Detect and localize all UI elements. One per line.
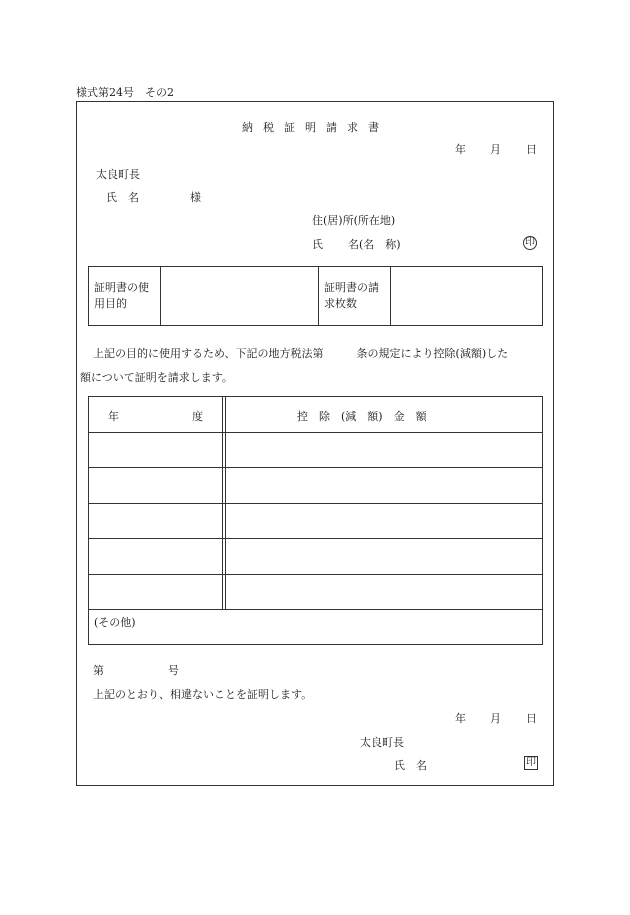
deduction-table-rule xyxy=(88,503,543,504)
request-date-year: 年 xyxy=(455,143,466,156)
certificate-issuer: 太良町長 xyxy=(360,736,404,749)
form-number: 様式第24号 その2 xyxy=(76,86,174,99)
deduction-table-rule xyxy=(88,609,543,610)
certificate-number-suffix: 号 xyxy=(168,664,179,677)
applicant-address-label: 住(居)所(所在地) xyxy=(312,214,396,227)
form-title: 納税証明請求書 xyxy=(242,121,389,134)
applicant-name-label-a: 氏 xyxy=(312,238,323,251)
certificate-seal: 印 xyxy=(526,757,536,768)
amount-header: 控 除 (減 額) 金 額 xyxy=(297,410,427,423)
certificate-date-day: 日 xyxy=(526,712,537,725)
certificate-issuer-name-label: 氏 名 xyxy=(394,759,427,772)
purpose-table-divider xyxy=(390,266,391,326)
deduction-table xyxy=(88,396,543,645)
deduction-table-rule xyxy=(88,538,543,539)
year-header-a: 年 xyxy=(108,410,119,423)
purpose-table-divider xyxy=(160,266,161,326)
applicant-name-label-b: 名(名 称) xyxy=(348,238,401,251)
deduction-table-rule xyxy=(88,467,543,468)
other-label: (その他) xyxy=(94,616,136,629)
certificate-number-prefix: 第 xyxy=(93,664,104,677)
certificate-date-year: 年 xyxy=(455,712,466,725)
certificate-date-month: 月 xyxy=(490,712,501,725)
deduction-table-rule xyxy=(88,432,543,433)
year-header-b: 度 xyxy=(192,410,203,423)
request-text-line1: 上記の目的に使用するため、下記の地方税法第 条の規定により控除(減額)した xyxy=(93,347,509,360)
purpose-label: 証明書の使用目的 xyxy=(94,281,149,310)
honorific: 様 xyxy=(190,191,201,204)
request-date-day: 日 xyxy=(526,143,537,156)
request-date-month: 月 xyxy=(490,143,501,156)
certificate-statement: 上記のとおり、相違ないことを証明します。 xyxy=(93,688,313,701)
count-label: 証明書の請求枚数 xyxy=(324,281,379,310)
mayor-name-label: 氏 名 xyxy=(106,191,139,204)
purpose-table-divider xyxy=(318,266,319,326)
applicant-seal: 印 xyxy=(525,237,535,248)
addressee: 太良町長 xyxy=(96,168,140,181)
request-text-line2: 額について証明を請求します。 xyxy=(80,371,233,384)
deduction-table-rule xyxy=(88,574,543,575)
